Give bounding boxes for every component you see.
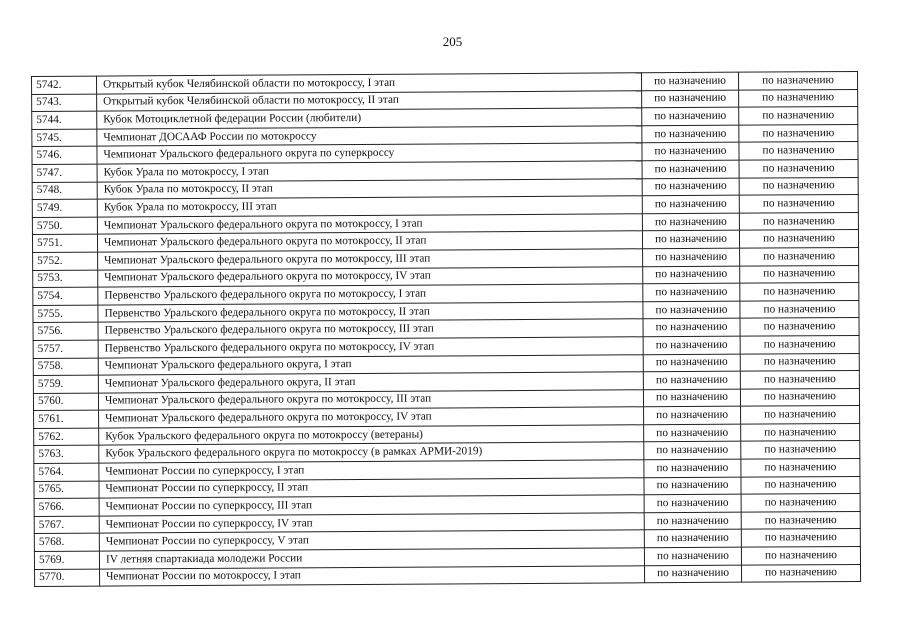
assignment-cell-2: по назначению bbox=[740, 388, 859, 406]
assignment-cell-1: по назначению bbox=[643, 266, 740, 284]
event-name: Чемпионат Уральского федерального округа по мотокроссу, IV этап bbox=[98, 266, 643, 287]
event-name: Кубок Уральского федерального округа по мотокроссу (ветераны) bbox=[99, 425, 644, 446]
events-table-body bbox=[32, 71, 861, 586]
assignment-cell-1: по назначению bbox=[644, 406, 741, 424]
assignment-cell-2: по назначению bbox=[739, 195, 858, 213]
row-number: 5761. bbox=[34, 410, 99, 428]
assignment-cell-1: по назначению bbox=[641, 72, 738, 90]
assignment-cell-1: по назначению bbox=[644, 512, 741, 530]
assignment-cell-2: по назначению bbox=[740, 247, 859, 265]
assignment-cell-2: по назначению bbox=[738, 71, 857, 89]
event-name: Чемпионат ДОСААФ России по мотокроссу bbox=[97, 126, 642, 147]
assignment-cell-1: по назначению bbox=[644, 459, 741, 477]
assignment-cell-1: по назначению bbox=[644, 530, 741, 548]
assignment-cell-1: по назначению bbox=[643, 354, 740, 372]
row-number: 5764. bbox=[34, 463, 99, 481]
assignment-cell-2: по назначению bbox=[741, 476, 860, 494]
row-number: 5744. bbox=[32, 111, 97, 129]
assignment-cell-2: по назначению bbox=[739, 142, 858, 160]
event-name: Чемпионат России по суперкроссу, I этап bbox=[99, 460, 644, 481]
row-number: 5750. bbox=[32, 217, 97, 235]
event-name: Первенство Уральского федерального округа по мотокроссу, IV этап bbox=[98, 337, 643, 358]
row-number: 5743. bbox=[32, 94, 97, 112]
document-table-container bbox=[31, 71, 861, 587]
assignment-cell-1: по назначению bbox=[643, 248, 740, 266]
assignment-cell-1: по назначению bbox=[643, 283, 740, 301]
event-name: Кубок Урала по мотокроссу, II этап bbox=[97, 178, 642, 199]
row-number: 5747. bbox=[32, 164, 97, 182]
event-name: Чемпионат России по суперкроссу, V этап bbox=[99, 530, 644, 551]
event-name: Чемпионат Уральского федерального округа, I этап bbox=[98, 354, 643, 375]
event-name: Кубок Уральского федерального округа по мотокроссу (в рамках АРМИ-2019) bbox=[99, 442, 644, 463]
assignment-cell-2: по назначению bbox=[741, 564, 860, 582]
page-number: 205 bbox=[442, 34, 463, 49]
row-number: 5745. bbox=[32, 129, 97, 147]
event-name: Чемпионат Уральского федерального округа по суперкроссу bbox=[97, 143, 642, 164]
event-name: Чемпионат Уральского федерального округа по мотокроссу, III этап bbox=[98, 249, 643, 270]
assignment-cell-1: по назначению bbox=[643, 389, 740, 407]
event-name: Чемпионат России по суперкроссу, IV этап bbox=[99, 513, 644, 534]
assignment-cell-2: по назначению bbox=[740, 265, 859, 283]
assignment-cell-2: по назначению bbox=[741, 406, 860, 424]
row-number: 5767. bbox=[34, 516, 99, 534]
assignment-cell-1: по назначению bbox=[643, 301, 740, 319]
assignment-cell-2: по назначению bbox=[741, 511, 860, 529]
assignment-cell-2: по назначению bbox=[739, 107, 858, 125]
event-name: Чемпионат России по суперкроссу, III этап bbox=[99, 495, 644, 516]
event-name: Чемпионат Уральского федерального округа, II этап bbox=[98, 372, 643, 393]
assignment-cell-2: по назначению bbox=[740, 283, 859, 301]
event-name: Открытый кубок Челябинской области по мотокроссу, I этап bbox=[97, 73, 642, 94]
assignment-cell-1: по назначению bbox=[642, 107, 739, 125]
assignment-cell-1: по назначению bbox=[645, 565, 742, 583]
row-number: 5751. bbox=[32, 234, 97, 252]
assignment-cell-2: по назначению bbox=[741, 423, 860, 441]
assignment-cell-1: по назначению bbox=[642, 143, 739, 161]
row-number: 5760. bbox=[33, 393, 98, 411]
assignment-cell-2: по назначению bbox=[739, 230, 858, 248]
row-number: 5768. bbox=[34, 534, 99, 552]
event-name: Кубок Урала по мотокроссу, III этап bbox=[97, 196, 642, 217]
row-number: 5757. bbox=[33, 340, 98, 358]
row-number: 5770. bbox=[35, 569, 100, 587]
row-number: 5765. bbox=[34, 481, 99, 499]
event-name: Первенство Уральского федерального округа по мотокроссу, I этап bbox=[98, 284, 643, 305]
assignment-cell-1: по назначению bbox=[642, 160, 739, 178]
assignment-cell-2: по назначению bbox=[740, 318, 859, 336]
row-number: 5756. bbox=[33, 322, 98, 340]
event-name: Открытый кубок Челябинской области по мотокроссу, II этап bbox=[97, 90, 642, 111]
assignment-cell-2: по назначению bbox=[739, 89, 858, 107]
assignment-cell-1: по назначению bbox=[642, 231, 739, 249]
assignment-cell-1: по назначению bbox=[642, 125, 739, 143]
assignment-cell-1: по назначению bbox=[643, 336, 740, 354]
row-number: 5754. bbox=[33, 287, 98, 305]
row-number: 5758. bbox=[33, 358, 98, 376]
assignment-cell-1: по назначению bbox=[643, 371, 740, 389]
assignment-cell-1: по назначению bbox=[642, 195, 739, 213]
row-number: 5759. bbox=[33, 375, 98, 393]
assignment-cell-1: по назначению bbox=[644, 547, 741, 565]
row-number: 5752. bbox=[33, 252, 98, 270]
assignment-cell-2: по назначению bbox=[739, 177, 858, 195]
assignment-cell-2: по назначению bbox=[739, 159, 858, 177]
row-number: 5749. bbox=[32, 199, 97, 217]
row-number: 5763. bbox=[34, 446, 99, 464]
row-number: 5753. bbox=[33, 270, 98, 288]
event-name: Чемпионат России по суперкроссу, II этап bbox=[99, 477, 644, 498]
row-number: 5742. bbox=[32, 76, 97, 94]
assignment-cell-1: по назначению bbox=[642, 213, 739, 231]
event-name: Чемпионат Уральского федерального округа по мотокроссу, II этап bbox=[97, 231, 642, 252]
assignment-cell-2: по назначению bbox=[741, 546, 860, 564]
event-name: Чемпионат Уральского федерального округа по мотокроссу, I этап bbox=[97, 214, 642, 235]
assignment-cell-1: по назначению bbox=[642, 90, 739, 108]
assignment-cell-1: по назначению bbox=[644, 442, 741, 460]
row-number: 5746. bbox=[32, 146, 97, 164]
assignment-cell-2: по назначению bbox=[741, 529, 860, 547]
row-number: 5762. bbox=[34, 428, 99, 446]
assignment-cell-2: по назначению bbox=[741, 441, 860, 459]
assignment-cell-2: по назначению bbox=[741, 459, 860, 477]
row-number: 5748. bbox=[32, 182, 97, 200]
assignment-cell-2: по назначению bbox=[739, 124, 858, 142]
assignment-cell-2: по назначению bbox=[740, 353, 859, 371]
row-number: 5766. bbox=[34, 498, 99, 516]
event-name: Кубок Урала по мотокроссу, I этап bbox=[97, 161, 642, 182]
event-name: Кубок Мотоциклетной федерации России (любители) bbox=[97, 108, 642, 129]
assignment-cell-2: по назначению bbox=[740, 371, 859, 389]
assignment-cell-1: по назначению bbox=[644, 477, 741, 495]
events-table bbox=[31, 71, 861, 587]
assignment-cell-2: по назначению bbox=[740, 300, 859, 318]
event-name: Первенство Уральского федерального округа по мотокроссу, III этап bbox=[98, 319, 643, 340]
event-name: Чемпионат Уральского федерального округа по мотокроссу, III этап bbox=[98, 389, 643, 410]
table-row bbox=[35, 564, 861, 587]
row-number: 5769. bbox=[34, 551, 99, 569]
assignment-cell-2: по назначению bbox=[740, 335, 859, 353]
event-name: Чемпионат Уральского федерального округа по мотокроссу, IV этап bbox=[99, 407, 644, 428]
row-number: 5755. bbox=[33, 305, 98, 323]
event-name: Чемпионат России по мотокроссу, I этап bbox=[100, 565, 645, 586]
assignment-cell-1: по назначению bbox=[644, 494, 741, 512]
assignment-cell-1: по назначению bbox=[644, 424, 741, 442]
event-name: Первенство Уральского федерального округа по мотокроссу, II этап bbox=[98, 301, 643, 322]
assignment-cell-2: по назначению bbox=[739, 212, 858, 230]
assignment-cell-2: по назначению bbox=[741, 494, 860, 512]
event-name: IV летняя спартакиада молодежи России bbox=[99, 548, 644, 569]
assignment-cell-1: по назначению bbox=[642, 178, 739, 196]
assignment-cell-1: по назначению bbox=[643, 318, 740, 336]
